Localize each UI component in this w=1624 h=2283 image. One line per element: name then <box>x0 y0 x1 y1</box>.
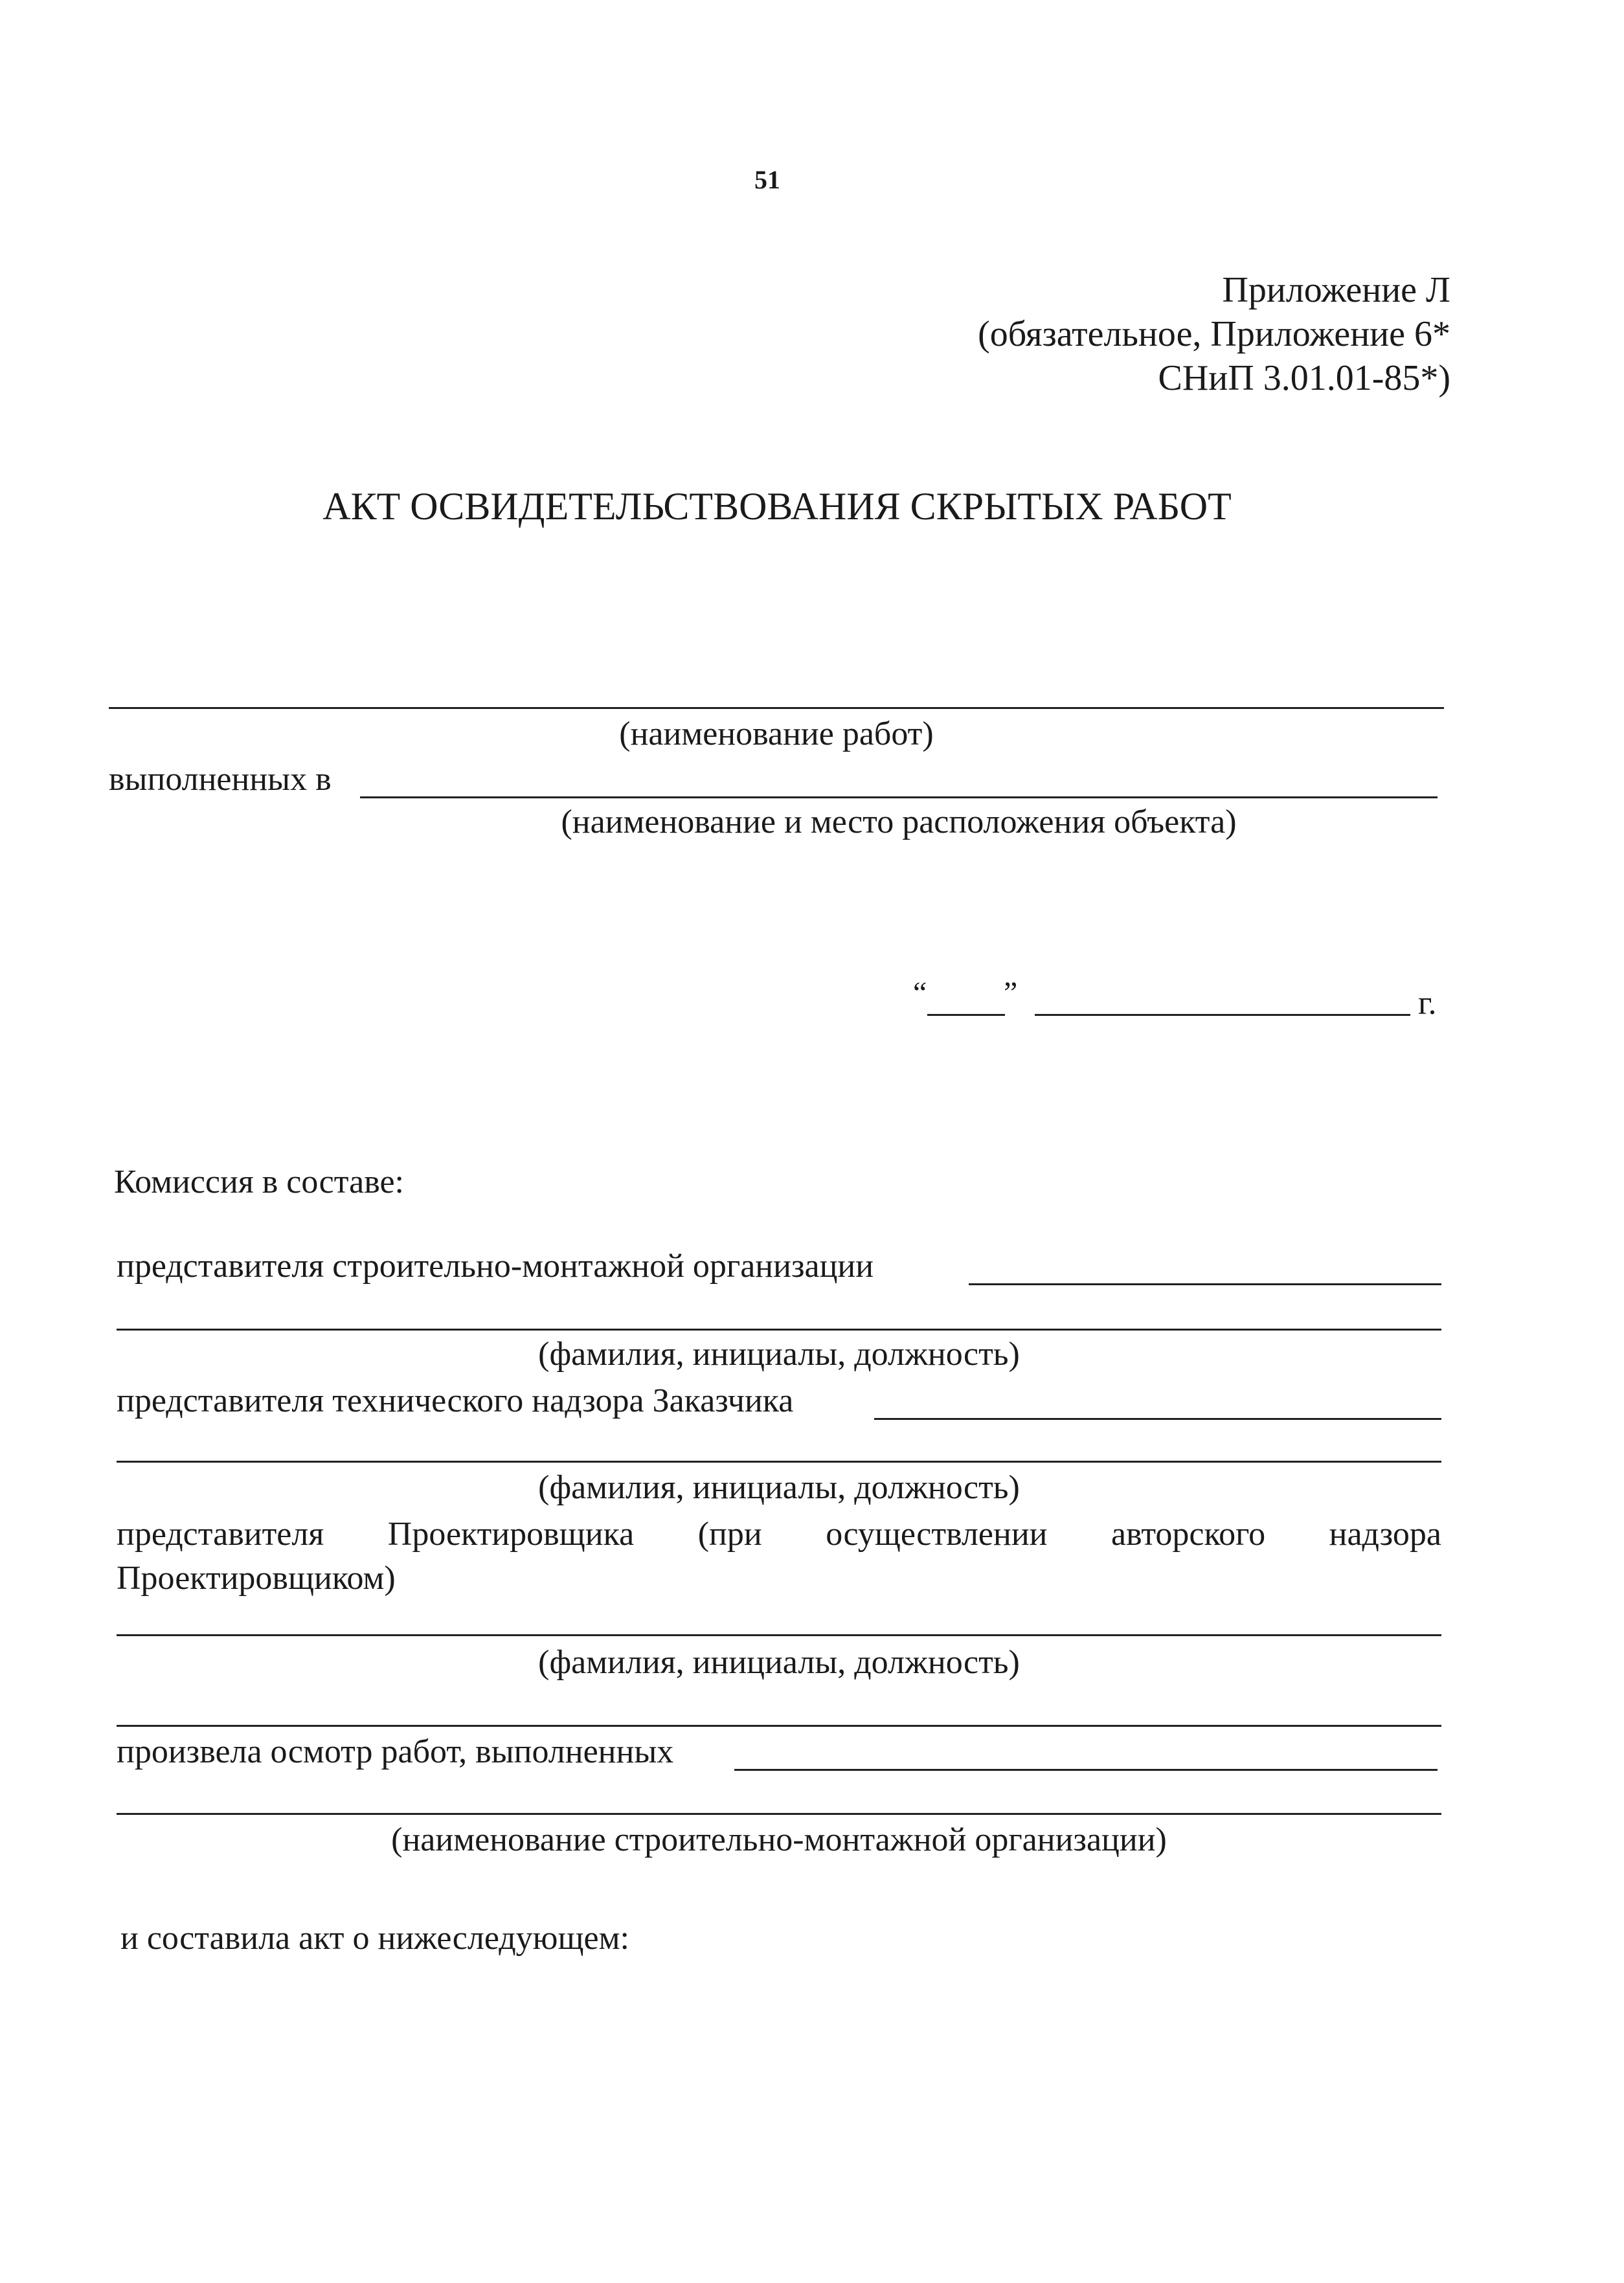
rep-builder-line[interactable] <box>969 1283 1441 1285</box>
date-month-line[interactable] <box>1035 1014 1410 1016</box>
date-day-line[interactable] <box>927 1014 1005 1016</box>
date-year-suffix: г. <box>1418 985 1437 1022</box>
person-caption-3: (фамилия, инициалы, должность) <box>538 1644 1020 1681</box>
org-name-line[interactable] <box>117 1813 1441 1815</box>
appendix-line-2: (обязательное, Приложение 6* <box>978 314 1450 354</box>
rep-customer-label: представителя технического надзора Заказчика <box>117 1382 794 1419</box>
page-number: 51 <box>754 165 780 194</box>
appendix-line-1: Приложение Л <box>1222 270 1450 310</box>
rep-designer-word: надзора <box>1329 1516 1441 1553</box>
inspection-label: произвела осмотр работ, выполненных <box>117 1733 674 1770</box>
object-caption: (наименование и место расположения объекта) <box>561 804 1237 840</box>
closing-text: и составила акт о нижеследующем: <box>120 1920 629 1957</box>
works-name-line[interactable] <box>109 707 1444 709</box>
rep-designer-word: (при <box>697 1516 762 1553</box>
rep-designer-line-2: Проектировщиком) <box>117 1560 396 1597</box>
rep-designer-word: Проектировщика <box>387 1516 635 1553</box>
works-name-caption: (наименование работ) <box>619 715 934 752</box>
rep-builder-label: представителя строительно-монтажной организации <box>117 1248 874 1285</box>
performed-in-label: выполненных в <box>109 761 332 798</box>
date-close-quote: ” <box>1004 976 1018 1010</box>
commission-heading: Комиссия в составе: <box>114 1164 404 1200</box>
rep-designer-word: осуществлении <box>826 1516 1048 1553</box>
inspection-line-top[interactable] <box>117 1725 1441 1727</box>
rep-designer-line[interactable] <box>117 1634 1441 1636</box>
rep-designer-line-1 <box>117 1518 1441 1551</box>
org-caption: (наименование строительно-монтажной организации) <box>391 1821 1167 1858</box>
document-title: АКТ ОСВИДЕТЕЛЬСТВОВАНИЯ СКРЫТЫХ РАБОТ <box>322 485 1232 528</box>
appendix-line-3: СНиП 3.01.01-85*) <box>1158 358 1450 398</box>
person-caption-2: (фамилия, инициалы, должность) <box>538 1469 1020 1506</box>
object-name-line[interactable] <box>360 796 1438 798</box>
date-open-quote: “ <box>913 976 927 1010</box>
rep-builder-line-2[interactable] <box>117 1329 1441 1331</box>
rep-designer-word: авторского <box>1111 1516 1266 1553</box>
person-caption-1: (фамилия, инициалы, должность) <box>538 1336 1020 1373</box>
rep-customer-line-2[interactable] <box>117 1461 1441 1463</box>
inspection-line[interactable] <box>734 1769 1438 1771</box>
rep-designer-word: представителя <box>117 1516 324 1553</box>
rep-customer-line[interactable] <box>874 1418 1441 1420</box>
